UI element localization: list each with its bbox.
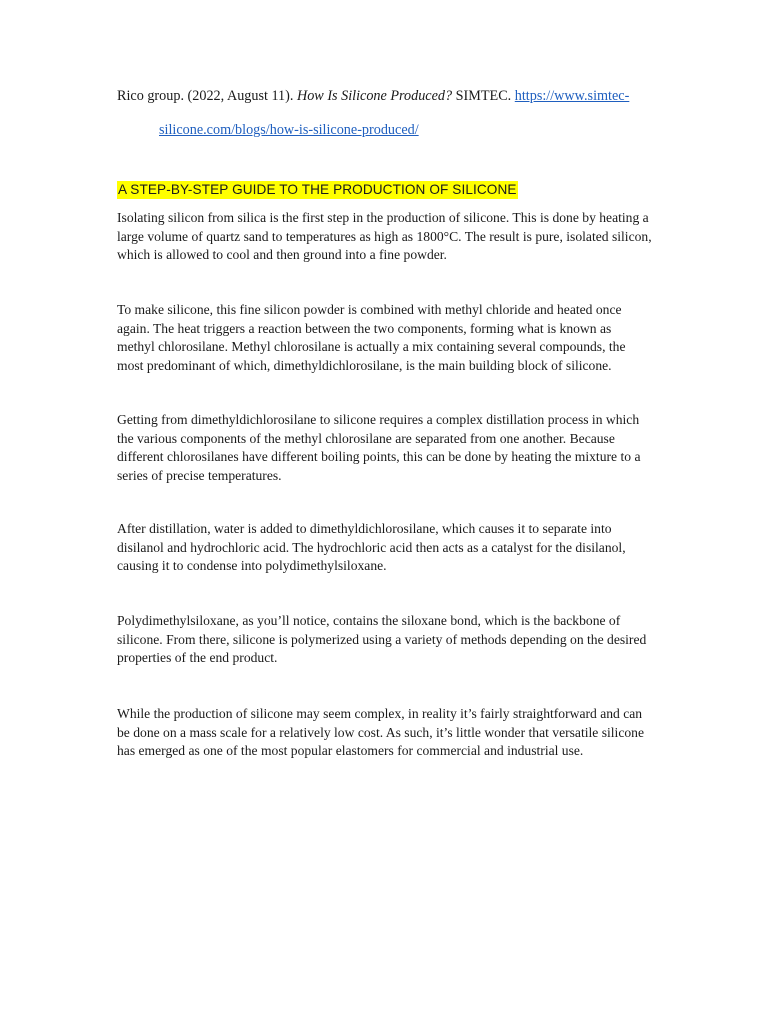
section-heading: A STEP-BY-STEP GUIDE TO THE PRODUCTION OF SILICONE [118,182,517,197]
reference-link-part2[interactable]: silicone.com/blogs/how-is-silicone-produced/ [159,122,419,138]
reference-line-2 [117,120,657,140]
reference-authors-date: Rico group. (2022, August 11). [117,88,297,104]
reference-citation [117,86,657,140]
paragraph-4: After distillation, water is added to dimethyldichlorosilane, which causes it to separate into disilanol and hydrochloric acid. The hydrochloric acid then acts as a catalyst for the disilanol, causing it to condense into polydimethylsiloxane. [117,521,626,573]
paragraph-5: Polydimethylsiloxane, as you’ll notice, contains the siloxane bond, which is the backbone of silicone. From there, silicone is polymerized using a variety of methods depending on the desired properties of the end product. [117,613,647,665]
reference-publisher: SIMTEC. [452,88,515,104]
paragraph-3: Getting from dimethyldichlorosilane to silicone requires a complex distillation process in which the various components of the methyl chlorosilane are separated from one another. Because different chlorosilanes have different boiling points, this can be done by heating the mixture to a series of precise temperatures. [117,412,641,483]
paragraph-2: To make silicone, this fine silicon powder is combined with methyl chloride and heated once again. The heat triggers a reaction between the two components, forming what is known as methyl chlorosilane. Methyl chlorosilane is actually a mix containing several compounds, the most predominant of which, dimethyldichlorosilane, is the main building block of silicone. [117,302,626,373]
reference-link-part1[interactable]: https://www.simtec- [514,88,630,104]
reference-title: How Is Silicone Produced? [296,88,453,104]
paragraph-6: While the production of silicone may seem complex, in reality it’s fairly straightforward and can be done on a mass scale for a relatively low cost. As such, it’s little wonder that versatile silicone has emerged as one of the most popular elastomers for commercial and industrial use. [117,706,644,758]
reference-line-1 [117,86,657,106]
paragraph-1: Isolating silicon from silica is the first step in the production of silicone. This is done by heating a large volume of quartz sand to temperatures as high as 1800°C. The result is pure, isolated silicon, which is allowed to cool and then ground into a fine powder. [117,210,652,262]
